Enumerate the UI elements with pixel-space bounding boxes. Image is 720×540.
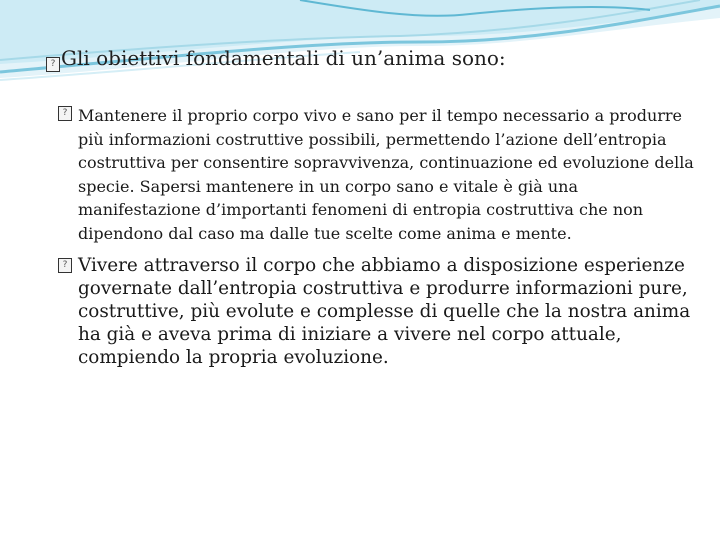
bullet-icon: ? xyxy=(58,106,72,121)
bullet-icon: ? xyxy=(46,57,60,72)
list-item-text: Mantenere il proprio corpo vivo e sano per il tempo necessario a produrre più informazioni costruttive possibili, permettendo l’azione dell’entropia costruttiva per consentire sopravvivenza, continuazione ed evoluzione della specie. Sapersi mantenere in un corpo sano e vitale è già una manifestazione d’importanti fenomeni di entropia costruttiva che non dipendono dal caso ma dalle tue scelte come anima e mente. xyxy=(78,106,694,243)
list-item xyxy=(58,254,698,370)
bullet-list xyxy=(58,104,698,378)
slide-title-row xyxy=(46,45,506,71)
list-item xyxy=(58,104,698,246)
list-item-text: Vivere attraverso il corpo che abbiamo a disposizione esperienze governate dall’entropia costruttiva e produrre informazioni pure, costruttive, più evolute e complesse di quelle che la nostra anima ha già e aveva prima di iniziare a vivere nel corpo attuale, compiendo la propria evoluzione. xyxy=(78,254,691,369)
slide-title: Gli obiettivi fondamentali di un’anima sono: xyxy=(61,46,506,70)
bullet-icon: ? xyxy=(58,258,72,273)
